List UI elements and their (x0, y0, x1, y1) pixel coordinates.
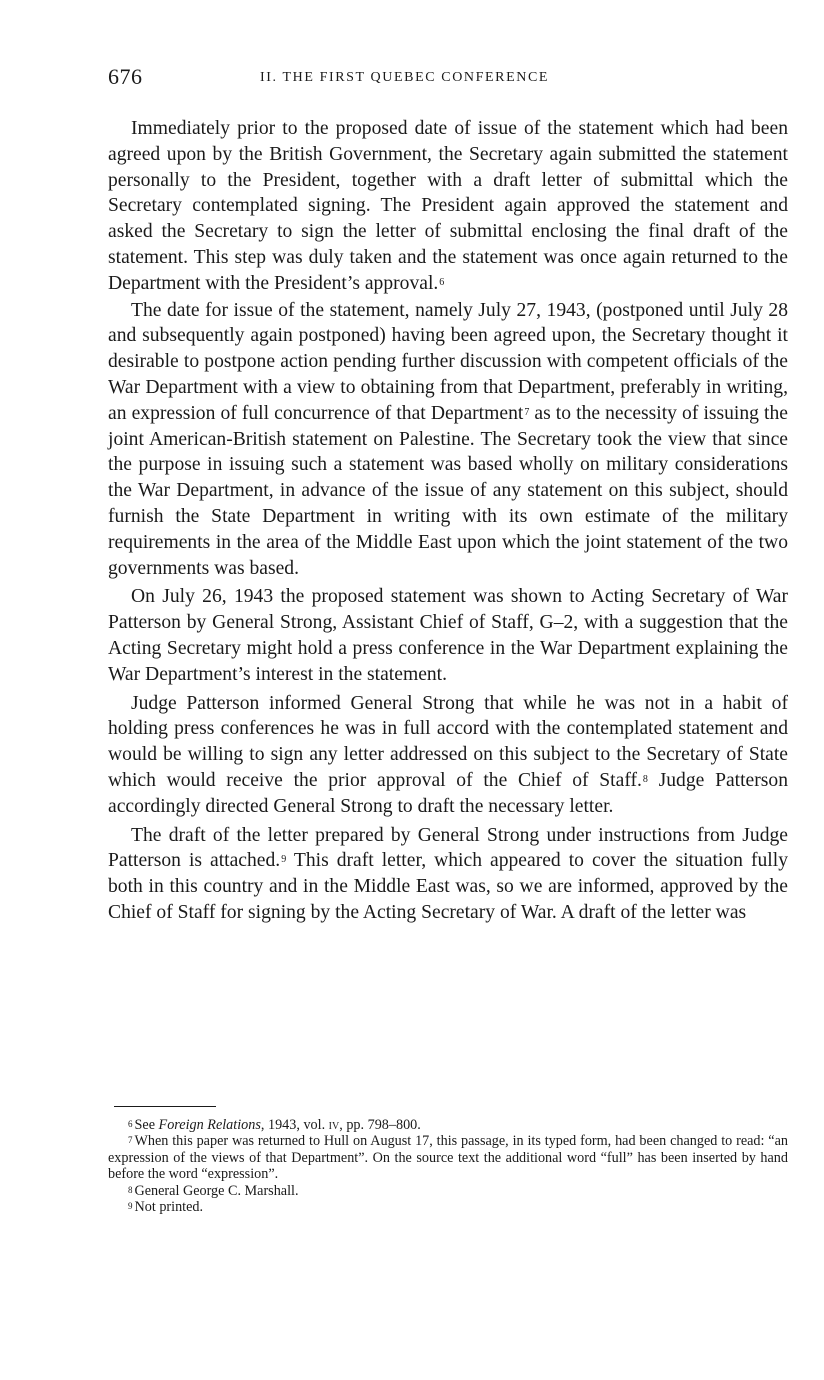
paragraph-text: The draft of the letter prepared by General Strong under instructions from Judge Patterson is attached. (108, 824, 788, 872)
footnote-ref-8: 8 (642, 773, 648, 785)
paragraph-text: Judge Patterson informed General Strong that while he was not in a habit of holding press conferences he was in full accord with the contemplated statement and would be willing to sign any letter addressed on this subject to the Secretary of State which would receive the prior approval of the Chief of Staff. (108, 692, 788, 791)
paragraph-5 (108, 823, 788, 926)
paragraph-text: This draft letter, which appeared to cover the situation fully both in this country and in the Middle East was, so we are informed, approved by the Chief of Staff for signing by the Acting Secretary of War. A draft of the letter was (108, 850, 788, 923)
footnote-6 (108, 1117, 788, 1133)
footnote-text: , 1943, vol. (260, 1117, 329, 1133)
footnote-mark: 7 (128, 1135, 133, 1146)
footnote-text: , pp. 798–800. (339, 1117, 421, 1133)
footnote-volume: iv (328, 1117, 340, 1133)
paragraph-1 (108, 116, 788, 297)
footnote-title: Foreign Relations (158, 1117, 261, 1133)
footnote-ref-6: 6 (439, 276, 445, 288)
running-head: II. THE FIRST QUEBEC CONFERENCE (260, 70, 550, 85)
footnote-separator (114, 1106, 216, 1107)
paragraph-text: The date for issue of the statement, namely July 27, 1943, (postponed until July 28 and subsequently again postponed) having been agreed upon, the Secretary thought it desirable to postpone action pending further discussion with competent officials of the War Department with a view to obtaining from that Department, preferably in writing, an expression of full concurrence of that Department (108, 299, 788, 424)
paragraph-text: Immediately prior to the proposed date of issue of the statement which had been agreed upon by the British Government, the Secretary again submitted the statement personally to the President, together with a draft letter of submittal which the Secretary contemplated signing. The President again approved the statement and asked the Secretary to sign the letter of submittal enclosing the final draft of the statement. This step was duly taken and the statement was once again returned to the Department with the President’s approval. (108, 118, 788, 294)
paragraph-text: On July 26, 1943 the proposed statement was shown to Acting Secretary of War Patterson by General Strong, Assistant Chief of Staff, G–2, with a suggestion that the Acting Secretary might hold a press conference in the War Department explaining the War Department’s interest in the statement. (108, 586, 788, 685)
footnote-7 (108, 1133, 788, 1182)
paragraph-3 (108, 584, 788, 687)
footnote-text: See (134, 1117, 159, 1133)
paragraph-text: Judge Patterson accordingly directed General Strong to draft the necessary letter. (108, 769, 788, 817)
footnote-text: When this paper was returned to Hull on August 17, this passage, in its typed form, had been changed to read: “an expression of the views of that Department”. On the source text the additional word “full” has been inserted by hand before the word “expression”. (108, 1133, 788, 1183)
footnote-9 (108, 1199, 788, 1215)
page-header (108, 64, 788, 94)
body-text (108, 116, 788, 927)
footnote-mark: 8 (128, 1184, 133, 1195)
page-number: 676 (108, 64, 143, 89)
footnote-ref-7: 7 (524, 406, 530, 418)
footnote-mark: 9 (128, 1201, 133, 1212)
footnote-text: Not printed. (134, 1199, 204, 1216)
paragraph-2 (108, 298, 788, 582)
footnote-ref-9: 9 (281, 854, 287, 866)
footnote-text: General George C. Marshall. (134, 1182, 299, 1199)
footnotes (108, 1117, 788, 1215)
paragraph-text: as to the necessity of issuing the joint American-British statement on Palestine. The Secretary took the view that since the purpose in issuing such a statement was based wholly on military considerations the War Department, in advance of the issue of any statement on this subject, should furnish the State Department in writing with its own estimate of the military requirements in the area of the Middle East upon which the joint statement of the two governments was based. (108, 402, 788, 579)
footnote-8 (108, 1183, 788, 1199)
paragraph-4 (108, 691, 788, 820)
footnote-mark: 6 (128, 1119, 133, 1129)
